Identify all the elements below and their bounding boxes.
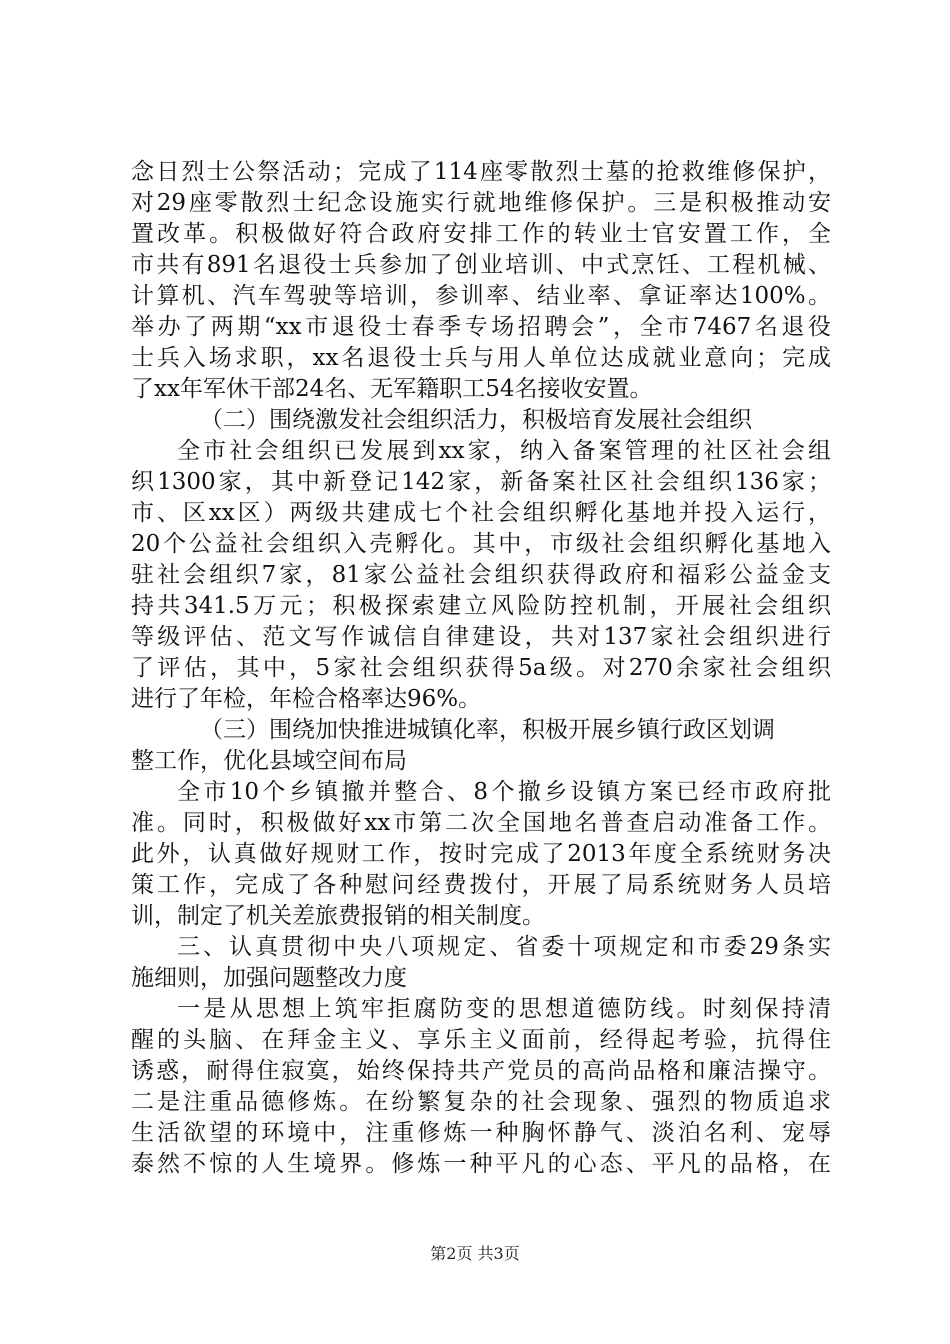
text-line: 市、区xx区）两级共建成七个社会组织孵化基地并投入运行， (131, 500, 831, 526)
section-heading-line: （二）围绕激发社会组织活力，积极培育发展社会组织 (200, 407, 752, 433)
text-line: 施细则，加强问题整改力度 (131, 965, 407, 991)
text-line: 了xx年军休干部24名、无军籍职工54名接收安置。 (131, 376, 653, 402)
text-line: 进行了年检，年检合格率达96%。 (131, 686, 482, 712)
text-line: 了评估，其中，5家社会组织获得5a级。对270余家社会组织 (131, 655, 831, 681)
body-text (131, 157, 831, 1180)
text-line: 置改革。积极做好符合政府安排工作的转业士官安置工作，全 (131, 221, 831, 247)
text-line: 二是注重品德修炼。在纷繁复杂的社会现象、强烈的物质追求 (131, 1089, 831, 1115)
text-line: 士兵入场求职，xx名退役士兵与用人单位达成就业意向；完成 (131, 345, 831, 371)
text-line: 驻社会组织7家，81家公益社会组织获得政府和福彩公益金支 (131, 562, 831, 588)
text-line: 泰然不惊的人生境界。修炼一种平凡的心态、平凡的品格，在 (131, 1151, 831, 1177)
text-line: 等级评估、范文写作诚信自律建设，共对137家社会组织进行 (131, 624, 831, 650)
text-line: 准。同时，积极做好xx市第二次全国地名普查启动准备工作。 (131, 810, 831, 836)
text-line: 整工作，优化县域空间布局 (131, 748, 407, 774)
text-line: 念日烈士公祭活动；完成了114座零散烈士墓的抢救维修保护， (131, 159, 831, 185)
text-line: 此外，认真做好规财工作，按时完成了2013年度全系统财务决 (131, 841, 831, 867)
text-line: 诱惑，耐得住寂寞，始终保持共产党员的高尚品格和廉洁操守。 (131, 1058, 831, 1084)
text-line: 织1300家，其中新登记142家，新备案社区社会组织136家； (131, 469, 831, 495)
text-line: 举办了两期“xx市退役士春季专场招聘会”，全市7467名退役 (131, 314, 831, 340)
text-line: 对29座零散烈士纪念设施实行就地维修保护。三是积极推动安 (131, 190, 831, 216)
text-line: 计算机、汽车驾驶等培训，参训率、结业率、拿证率达100%。 (131, 283, 831, 309)
text-line: 20个公益社会组织入壳孵化。其中，市级社会组织孵化基地入 (131, 531, 831, 557)
text-line: 三、认真贯彻中央八项规定、省委十项规定和市委29条实 (177, 934, 831, 960)
text-line: 一是从思想上筑牢拒腐防变的思想道德防线。时刻保持清 (177, 996, 831, 1022)
text-line: 全市10个乡镇撤并整合、8个撤乡设镇方案已经市政府批 (177, 779, 831, 805)
text-line: 全市社会组织已发展到xx家，纳入备案管理的社区社会组 (177, 438, 831, 464)
section-heading-line: （三）围绕加快推进城镇化率，积极开展乡镇行政区划调 (200, 717, 775, 743)
text-line: 策工作，完成了各种慰问经费拨付，开展了局系统财务人员培 (131, 872, 831, 898)
text-line: 持共341.5万元；积极探索建立风险防控机制，开展社会组织 (131, 593, 831, 619)
page-footer: 第2页 共3页 (430, 1244, 520, 1263)
text-line: 生活欲望的环境中，注重修炼一种胸怀静气、淡泊名利、宠辱 (131, 1120, 831, 1146)
text-line: 市共有891名退役士兵参加了创业培训、中式烹饪、工程机械、 (131, 252, 831, 278)
text-line: 训，制定了机关差旅费报销的相关制度。 (131, 903, 545, 929)
text-line: 醒的头脑、在拜金主义、享乐主义面前，经得起考验，抗得住 (131, 1027, 831, 1053)
